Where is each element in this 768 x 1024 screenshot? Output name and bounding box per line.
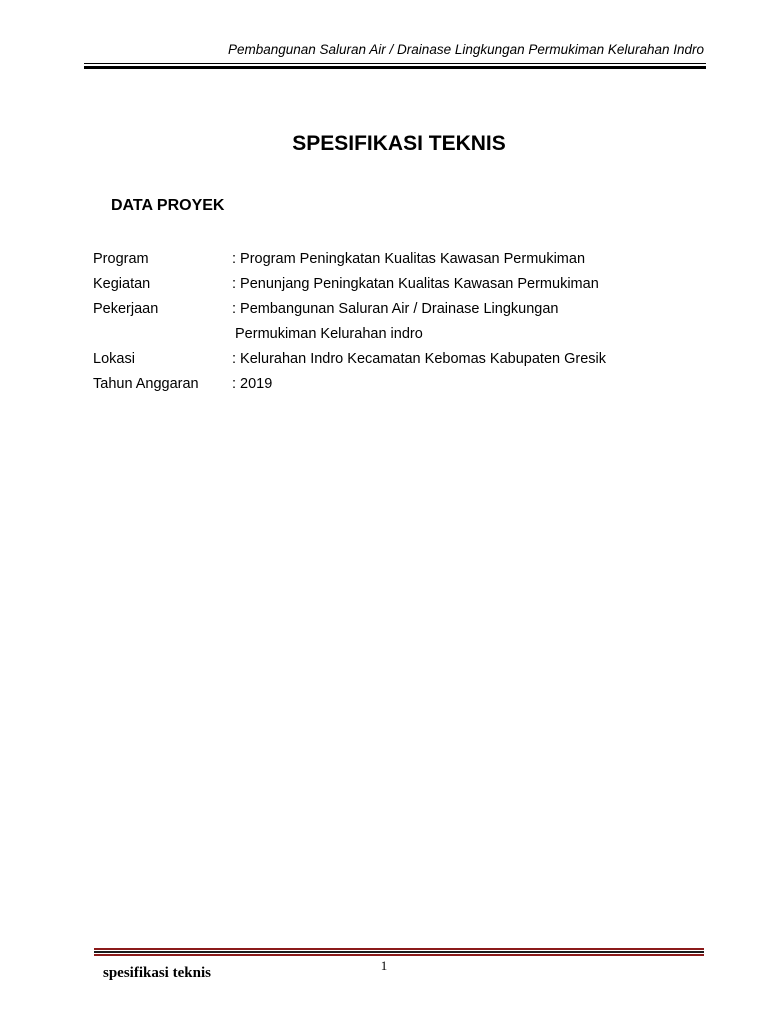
row-label: Tahun Anggaran [93,376,199,392]
row-label: Program [93,251,149,267]
footer-divider-accent-bottom [94,954,704,956]
row-label: Pekerjaan [93,301,159,317]
project-data-table [93,247,713,397]
data-row-lokasi [93,347,713,372]
row-value: : Pembangunan Saluran Air / Drainase Lingkungan [232,301,559,317]
header-divider-thin [84,63,706,64]
running-header: Pembangunan Saluran Air / Drainase Lingkungan Permukiman Kelurahan Indro [227,42,704,57]
header-divider-thick [84,66,706,69]
row-value: : 2019 [232,376,273,392]
data-row-pekerjaan-continued [93,322,713,347]
document-title: SPESIFIKASI TEKNIS [292,132,506,155]
row-label: Lokasi [93,351,135,367]
data-row-kegiatan [93,272,713,297]
row-value: : Program Peningkatan Kualitas Kawasan Permukiman [232,251,586,267]
page-number: 1 [380,958,388,973]
row-value: Permukiman Kelurahan indro [235,326,423,342]
data-row-tahun-anggaran [93,372,713,397]
footer-label: spesifikasi teknis [103,965,211,981]
row-value: : Kelurahan Indro Kecamatan Kebomas Kabupaten Gresik [232,351,607,367]
data-row-program [93,247,713,272]
data-row-pekerjaan [93,297,713,322]
footer-divider-dark [94,951,704,953]
section-heading: DATA PROYEK [111,197,225,214]
row-value: : Penunjang Peningkatan Kualitas Kawasan Permukiman [232,276,599,292]
footer-divider-accent-top [94,948,704,950]
row-label: Kegiatan [93,276,151,292]
